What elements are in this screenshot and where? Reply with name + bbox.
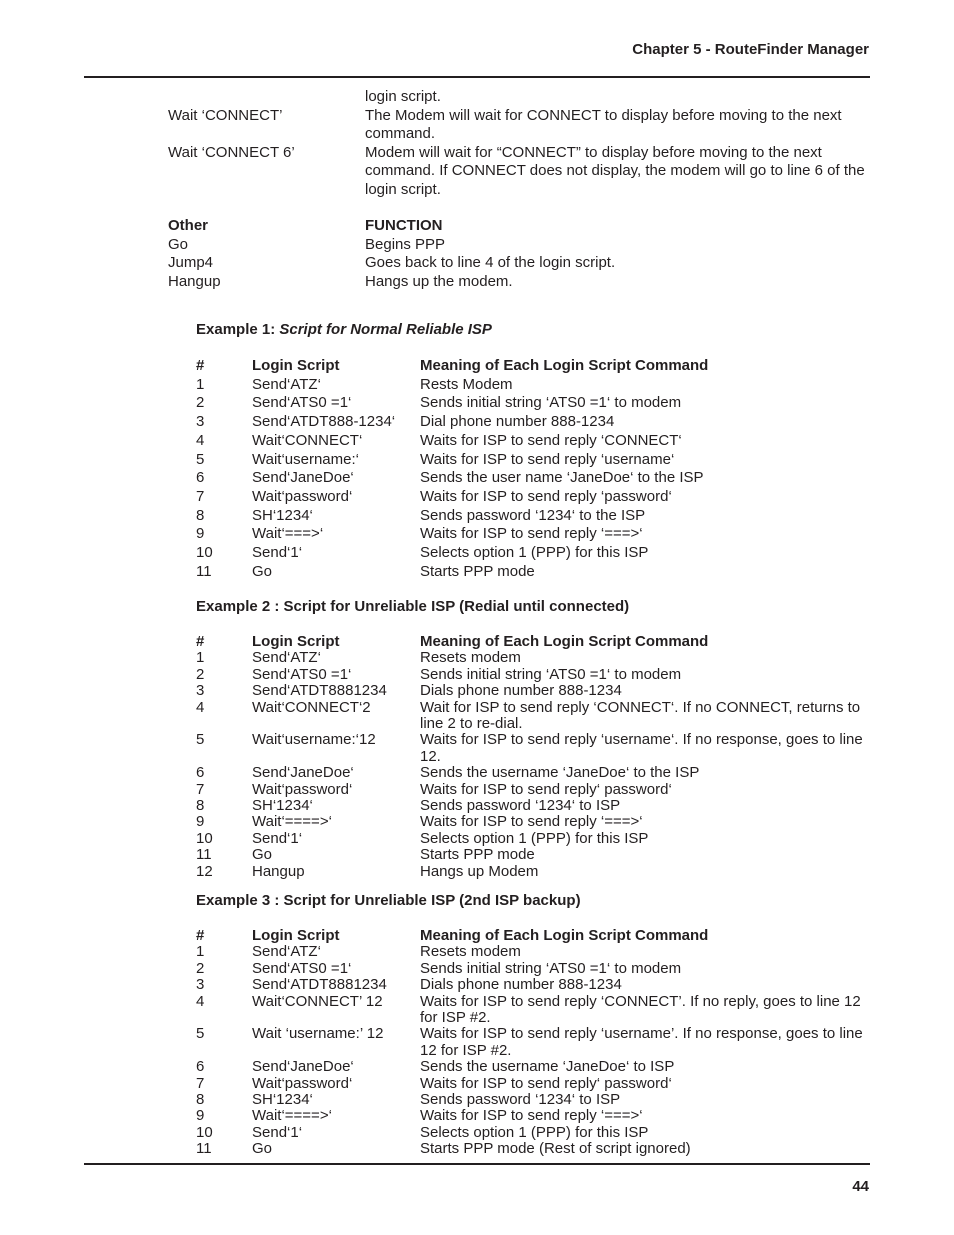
table-row xyxy=(196,798,870,814)
other-key: Go xyxy=(168,235,189,253)
example-2 xyxy=(196,598,870,880)
line-number: 7 xyxy=(196,487,205,505)
table-row xyxy=(196,782,870,798)
line-number: 10 xyxy=(196,1123,213,1141)
command-meaning: Rests Modem xyxy=(420,375,513,393)
command-meaning: Sends initial string ‘ATS0 =1‘ to modem xyxy=(420,959,682,977)
table-row xyxy=(196,432,870,451)
table-row xyxy=(196,394,870,413)
line-number: 12 xyxy=(196,862,213,880)
command-meaning: Waits for ISP to send reply ‘CONNECT‘ xyxy=(420,431,682,449)
table-row xyxy=(196,507,870,526)
line-number: 2 xyxy=(196,959,205,977)
definitions-section xyxy=(168,88,868,291)
other-row xyxy=(168,273,868,292)
table-row xyxy=(196,814,870,830)
line-number: 5 xyxy=(196,731,205,749)
header-rule xyxy=(84,76,870,78)
command-meaning: Sends the user name ‘JaneDoe‘ to the ISP xyxy=(420,469,704,487)
definition-key: Wait ‘CONNECT’ xyxy=(168,106,283,124)
command-meaning: Waits for ISP to send reply ‘===>‘ xyxy=(420,525,643,543)
login-script-command: Send‘ATZ‘ xyxy=(252,649,321,667)
command-meaning: Waits for ISP to send reply ‘username‘ xyxy=(420,450,675,468)
command-meaning: Waits for ISP to send reply ‘===>‘ xyxy=(420,1107,643,1125)
command-meaning: Selects option 1 (PPP) for this ISP xyxy=(420,1123,649,1141)
login-script-command: Send‘ATS0 =1‘ xyxy=(252,394,352,412)
definition-row xyxy=(168,107,868,144)
other-value: Begins PPP xyxy=(365,235,446,253)
command-meaning: Sends password ‘1234‘ to ISP xyxy=(420,797,621,815)
line-number: # xyxy=(196,357,205,374)
login-script-command: Send‘JaneDoe‘ xyxy=(252,764,354,782)
table-row xyxy=(196,667,870,683)
login-script-command: Send‘ATDT8881234 xyxy=(252,976,387,994)
login-script-command: Wait‘====>‘ xyxy=(252,813,332,831)
line-number: 3 xyxy=(196,976,205,994)
line-number: 5 xyxy=(196,450,205,468)
table-row xyxy=(196,1076,870,1092)
login-script-command: SH‘1234‘ xyxy=(252,797,313,815)
example-title: Example 3 : Script for Unreliable ISP (2nd ISP backup) xyxy=(196,892,581,909)
command-meaning: Waits for ISP to send reply‘ password‘ xyxy=(420,780,672,798)
login-script-command: Send‘1‘ xyxy=(252,829,303,847)
line-number: 3 xyxy=(196,413,205,431)
command-meaning: Meaning of Each Login Script Command xyxy=(420,357,709,374)
table-row xyxy=(196,413,870,432)
login-script-command: Send‘1‘ xyxy=(252,1123,303,1141)
table-row xyxy=(196,544,870,563)
table-row xyxy=(196,1108,870,1124)
login-script-command: Wait‘===>‘ xyxy=(252,525,324,543)
table-header-row xyxy=(196,928,870,944)
command-meaning: Meaning of Each Login Script Command xyxy=(420,633,709,650)
line-number: 3 xyxy=(196,682,205,700)
table-row xyxy=(196,1125,870,1141)
table-row xyxy=(196,563,870,582)
login-script-command: Send‘ATDT8881234 xyxy=(252,682,387,700)
table-row xyxy=(196,451,870,470)
command-meaning: Waits for ISP to send reply‘ password‘ xyxy=(420,1074,672,1092)
line-number: 7 xyxy=(196,780,205,798)
login-script-command: Send‘JaneDoe‘ xyxy=(252,469,354,487)
line-number: 5 xyxy=(196,1025,205,1043)
line-number: 6 xyxy=(196,764,205,782)
login-script-command: Login Script xyxy=(252,927,340,944)
login-script-command: Send‘ATDT888-1234‘ xyxy=(252,413,396,431)
login-script-command: Wait‘password‘ xyxy=(252,780,353,798)
table-row xyxy=(196,1092,870,1108)
function-header-label: FUNCTION xyxy=(365,217,443,234)
line-number: # xyxy=(196,633,205,650)
command-meaning: Waits for ISP to send reply ‘username’. If no response, goes to line 12 for ISP #2. xyxy=(420,1025,863,1059)
table-row xyxy=(196,1026,870,1059)
command-meaning: Resets modem xyxy=(420,943,521,961)
definition-key: Wait ‘CONNECT 6’ xyxy=(168,143,295,161)
line-number: 4 xyxy=(196,431,205,449)
line-number: 6 xyxy=(196,469,205,487)
login-script-command: Hangup xyxy=(252,862,305,880)
table-row xyxy=(196,1141,870,1157)
other-key: Hangup xyxy=(168,272,221,290)
definition-value: Modem will wait for “CONNECT” to display before moving to the next command. If CONNECT does not display, the modem will go to line 6 of the login script. xyxy=(365,143,865,198)
login-script-command: Wait‘====>‘ xyxy=(252,1107,332,1125)
table-row xyxy=(196,977,870,993)
login-script-command: Send‘1‘ xyxy=(252,544,303,562)
command-meaning: Sends password ‘1234‘ to ISP xyxy=(420,1091,621,1109)
line-number: 4 xyxy=(196,698,205,716)
login-script-command: SH‘1234‘ xyxy=(252,506,313,524)
table-row xyxy=(196,831,870,847)
command-meaning: Wait for ISP to send reply ‘CONNECT‘. If no CONNECT, returns to line 2 to re-dial. xyxy=(420,698,861,733)
example-title: Example 2 : Script for Unreliable ISP (Redial until connected) xyxy=(196,598,630,615)
other-value: Goes back to line 4 of the login script. xyxy=(365,254,616,271)
line-number: 2 xyxy=(196,394,205,412)
login-script-command: Go xyxy=(252,1140,273,1158)
command-meaning: Dials phone number 888-1234 xyxy=(420,976,622,994)
command-meaning: Sends initial string ‘ATS0 =1‘ to modem xyxy=(420,665,682,683)
line-number: # xyxy=(196,927,205,944)
login-script-command: Send‘JaneDoe‘ xyxy=(252,1058,354,1076)
login-script-command: Send‘ATS0 =1‘ xyxy=(252,665,352,683)
login-script-command: Wait‘username:‘ xyxy=(252,450,359,468)
command-meaning: Selects option 1 (PPP) for this ISP xyxy=(420,829,649,847)
line-number: 8 xyxy=(196,797,205,815)
other-value: Hangs up the modem. xyxy=(365,272,513,290)
table-row xyxy=(196,376,870,395)
command-meaning: Dials phone number 888-1234 xyxy=(420,682,622,700)
command-meaning: Sends initial string ‘ATS0 =1‘ to modem xyxy=(420,394,682,412)
command-meaning: Resets modem xyxy=(420,649,521,667)
login-script-command: Wait‘password‘ xyxy=(252,487,353,505)
line-number: 7 xyxy=(196,1074,205,1092)
login-script-command: Wait‘CONNECT’ 12 xyxy=(252,992,383,1010)
line-number: 10 xyxy=(196,829,213,847)
other-header-row xyxy=(168,217,868,236)
other-row xyxy=(168,254,868,273)
table-row xyxy=(196,683,870,699)
command-meaning: Starts PPP mode xyxy=(420,562,535,580)
table-row xyxy=(196,469,870,488)
login-script-command: Send‘ATS0 =1‘ xyxy=(252,959,352,977)
script-table xyxy=(196,634,870,880)
example-1 xyxy=(196,321,870,581)
command-meaning: Hangs up Modem xyxy=(420,862,539,880)
line-number: 10 xyxy=(196,544,213,562)
line-number: 9 xyxy=(196,813,205,831)
line-number: 8 xyxy=(196,1091,205,1109)
table-row xyxy=(196,864,870,880)
table-header-row xyxy=(196,357,870,376)
login-script-command: Wait‘password‘ xyxy=(252,1074,353,1092)
table-row xyxy=(196,1059,870,1075)
command-meaning: Sends the username ‘JaneDoe‘ to the ISP xyxy=(420,764,700,782)
table-row xyxy=(196,525,870,544)
line-number: 8 xyxy=(196,506,205,524)
command-meaning: Waits for ISP to send reply ‘username‘. If no response, goes to line 12. xyxy=(420,731,863,765)
table-row xyxy=(196,994,870,1027)
login-script-command: Wait‘username:‘12 xyxy=(252,731,376,749)
table-row xyxy=(196,765,870,781)
continued-text: login script. xyxy=(365,88,441,105)
login-script-command: Wait‘CONNECT‘2 xyxy=(252,698,371,716)
line-number: 1 xyxy=(196,649,205,667)
command-meaning: Starts PPP mode xyxy=(420,846,535,864)
chapter-header: Chapter 5 - RouteFinder Manager xyxy=(632,41,869,58)
table-row xyxy=(196,650,870,666)
line-number: 6 xyxy=(196,1058,205,1076)
footer-rule xyxy=(84,1163,870,1165)
command-meaning: Waits for ISP to send reply ‘CONNECT’. If no reply, goes to line 12 for ISP #2. xyxy=(420,992,861,1027)
table-row xyxy=(196,700,870,733)
login-script-command: Go xyxy=(252,562,273,580)
command-meaning: Meaning of Each Login Script Command xyxy=(420,927,709,944)
line-number: 9 xyxy=(196,1107,205,1125)
login-script-command: Send‘ATZ‘ xyxy=(252,943,321,961)
line-number: 1 xyxy=(196,375,205,393)
login-script-command: Wait‘CONNECT‘ xyxy=(252,431,363,449)
command-meaning: Selects option 1 (PPP) for this ISP xyxy=(420,544,649,562)
table-header-row xyxy=(196,634,870,650)
command-meaning: Waits for ISP to send reply ‘password‘ xyxy=(420,487,672,505)
definition-row xyxy=(168,88,868,107)
command-meaning: Sends the username ‘JaneDoe‘ to ISP xyxy=(420,1058,675,1076)
line-number: 11 xyxy=(196,562,212,580)
line-number: 9 xyxy=(196,525,205,543)
line-number: 4 xyxy=(196,992,205,1010)
table-row xyxy=(196,944,870,960)
other-key: Jump4 xyxy=(168,254,214,271)
login-script-command: Send‘ATZ‘ xyxy=(252,375,321,393)
table-row xyxy=(196,488,870,507)
command-meaning: Waits for ISP to send reply ‘===>‘ xyxy=(420,813,643,831)
login-script-command: SH‘1234‘ xyxy=(252,1091,313,1109)
definition-value: The Modem will wait for CONNECT to display before moving to the next command. xyxy=(365,106,842,142)
command-meaning: Sends password ‘1234‘ to the ISP xyxy=(420,506,646,524)
example-title: Example 1: Script for Normal Reliable ISP xyxy=(196,321,492,338)
login-script-command: Go xyxy=(252,846,273,864)
table-row xyxy=(196,847,870,863)
definition-row xyxy=(168,144,868,200)
line-number: 1 xyxy=(196,943,205,961)
command-meaning: Dial phone number 888-1234 xyxy=(420,413,615,431)
table-row xyxy=(196,732,870,765)
line-number: 2 xyxy=(196,665,205,683)
other-header-label: Other xyxy=(168,217,209,234)
login-script-command: Wait ‘username:’ 12 xyxy=(252,1025,384,1043)
script-table xyxy=(196,928,870,1158)
line-number: 11 xyxy=(196,846,212,864)
other-row xyxy=(168,236,868,255)
script-table xyxy=(196,357,870,581)
page-number: 44 xyxy=(852,1178,869,1195)
example-3 xyxy=(196,892,870,1158)
table-row xyxy=(196,961,870,977)
login-script-command: Login Script xyxy=(252,633,340,650)
line-number: 11 xyxy=(196,1140,212,1158)
login-script-command: Login Script xyxy=(252,357,340,374)
command-meaning: Starts PPP mode (Rest of script ignored) xyxy=(420,1140,691,1158)
